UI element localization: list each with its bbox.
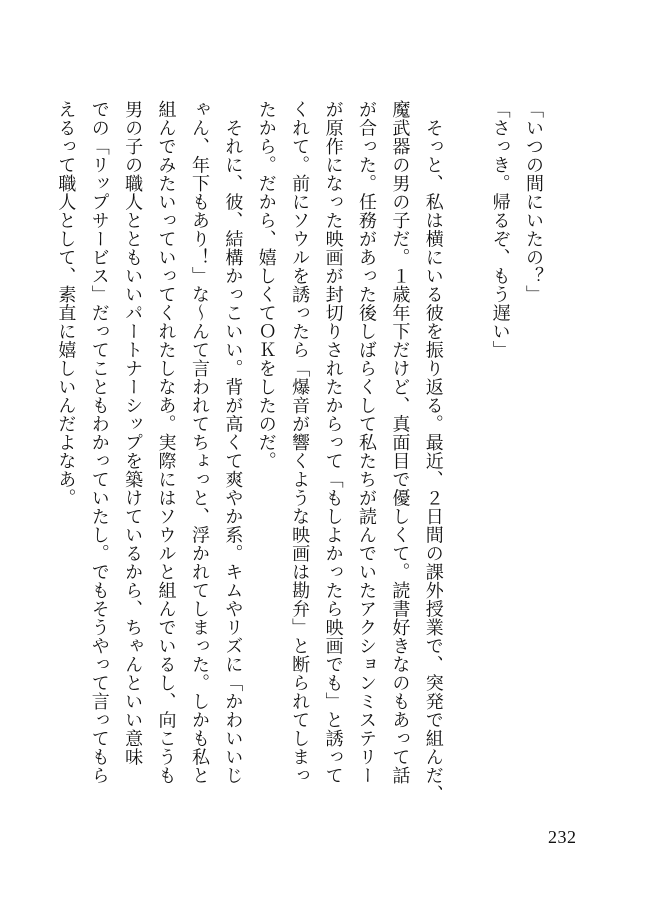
text-line: 組んでみたいっていってくれたしなあ。実際にはソウルと組んでいるし、向こうも [155,100,177,785]
text-line: での「リップサービス」だってこともわかっていたし。でもそうやって言ってもら [88,100,110,785]
text-line: ゃん、年下もあり！」な〜んて言われてちょっと、浮かれてしまった。しかも私と [188,100,210,785]
text-line: が合った。任務があった後しばらくして私たちが読んでいたアクションミステリー [355,100,377,785]
text-line: えるって職人として、素直に嬉しいんだよなあ。 [55,100,77,507]
text-line [450,100,483,820]
text-line: 魔武器の男の子だ。１歳年下だけど、真面目で優しくて。読書好きなのもあって話 [389,100,411,785]
text-line: それに、彼、結構かっこいい。背が高くて爽やか系。キムやリズに「かわいいじ [222,100,244,785]
page-number: 232 [548,827,577,847]
text-line: そっと、私は横にいる彼を振り返る。最近、２日間の課外授業で、突発で組んだ、 [422,100,444,803]
text-line: が原作になった映画が封切りされたからって「もしよかったら映画でも」と誘って [322,100,344,785]
vertical-text-body [49,100,550,820]
text-line: くれて。前にソウルを誘ったら「爆音が響くような映画は勘弁」と断られてしまっ [289,100,311,785]
text-line: 男の子の職人とともいいパートナーシップを築けているから、ちゃんといい意味 [122,100,144,766]
text-line: 「さっき。帰るぞ、もう遅い」 [489,100,511,359]
text-line: たから。だから、嬉しくてＯＫをしたのだ。 [255,100,277,470]
text-line: 「いつの間にいたの？」 [523,100,544,304]
